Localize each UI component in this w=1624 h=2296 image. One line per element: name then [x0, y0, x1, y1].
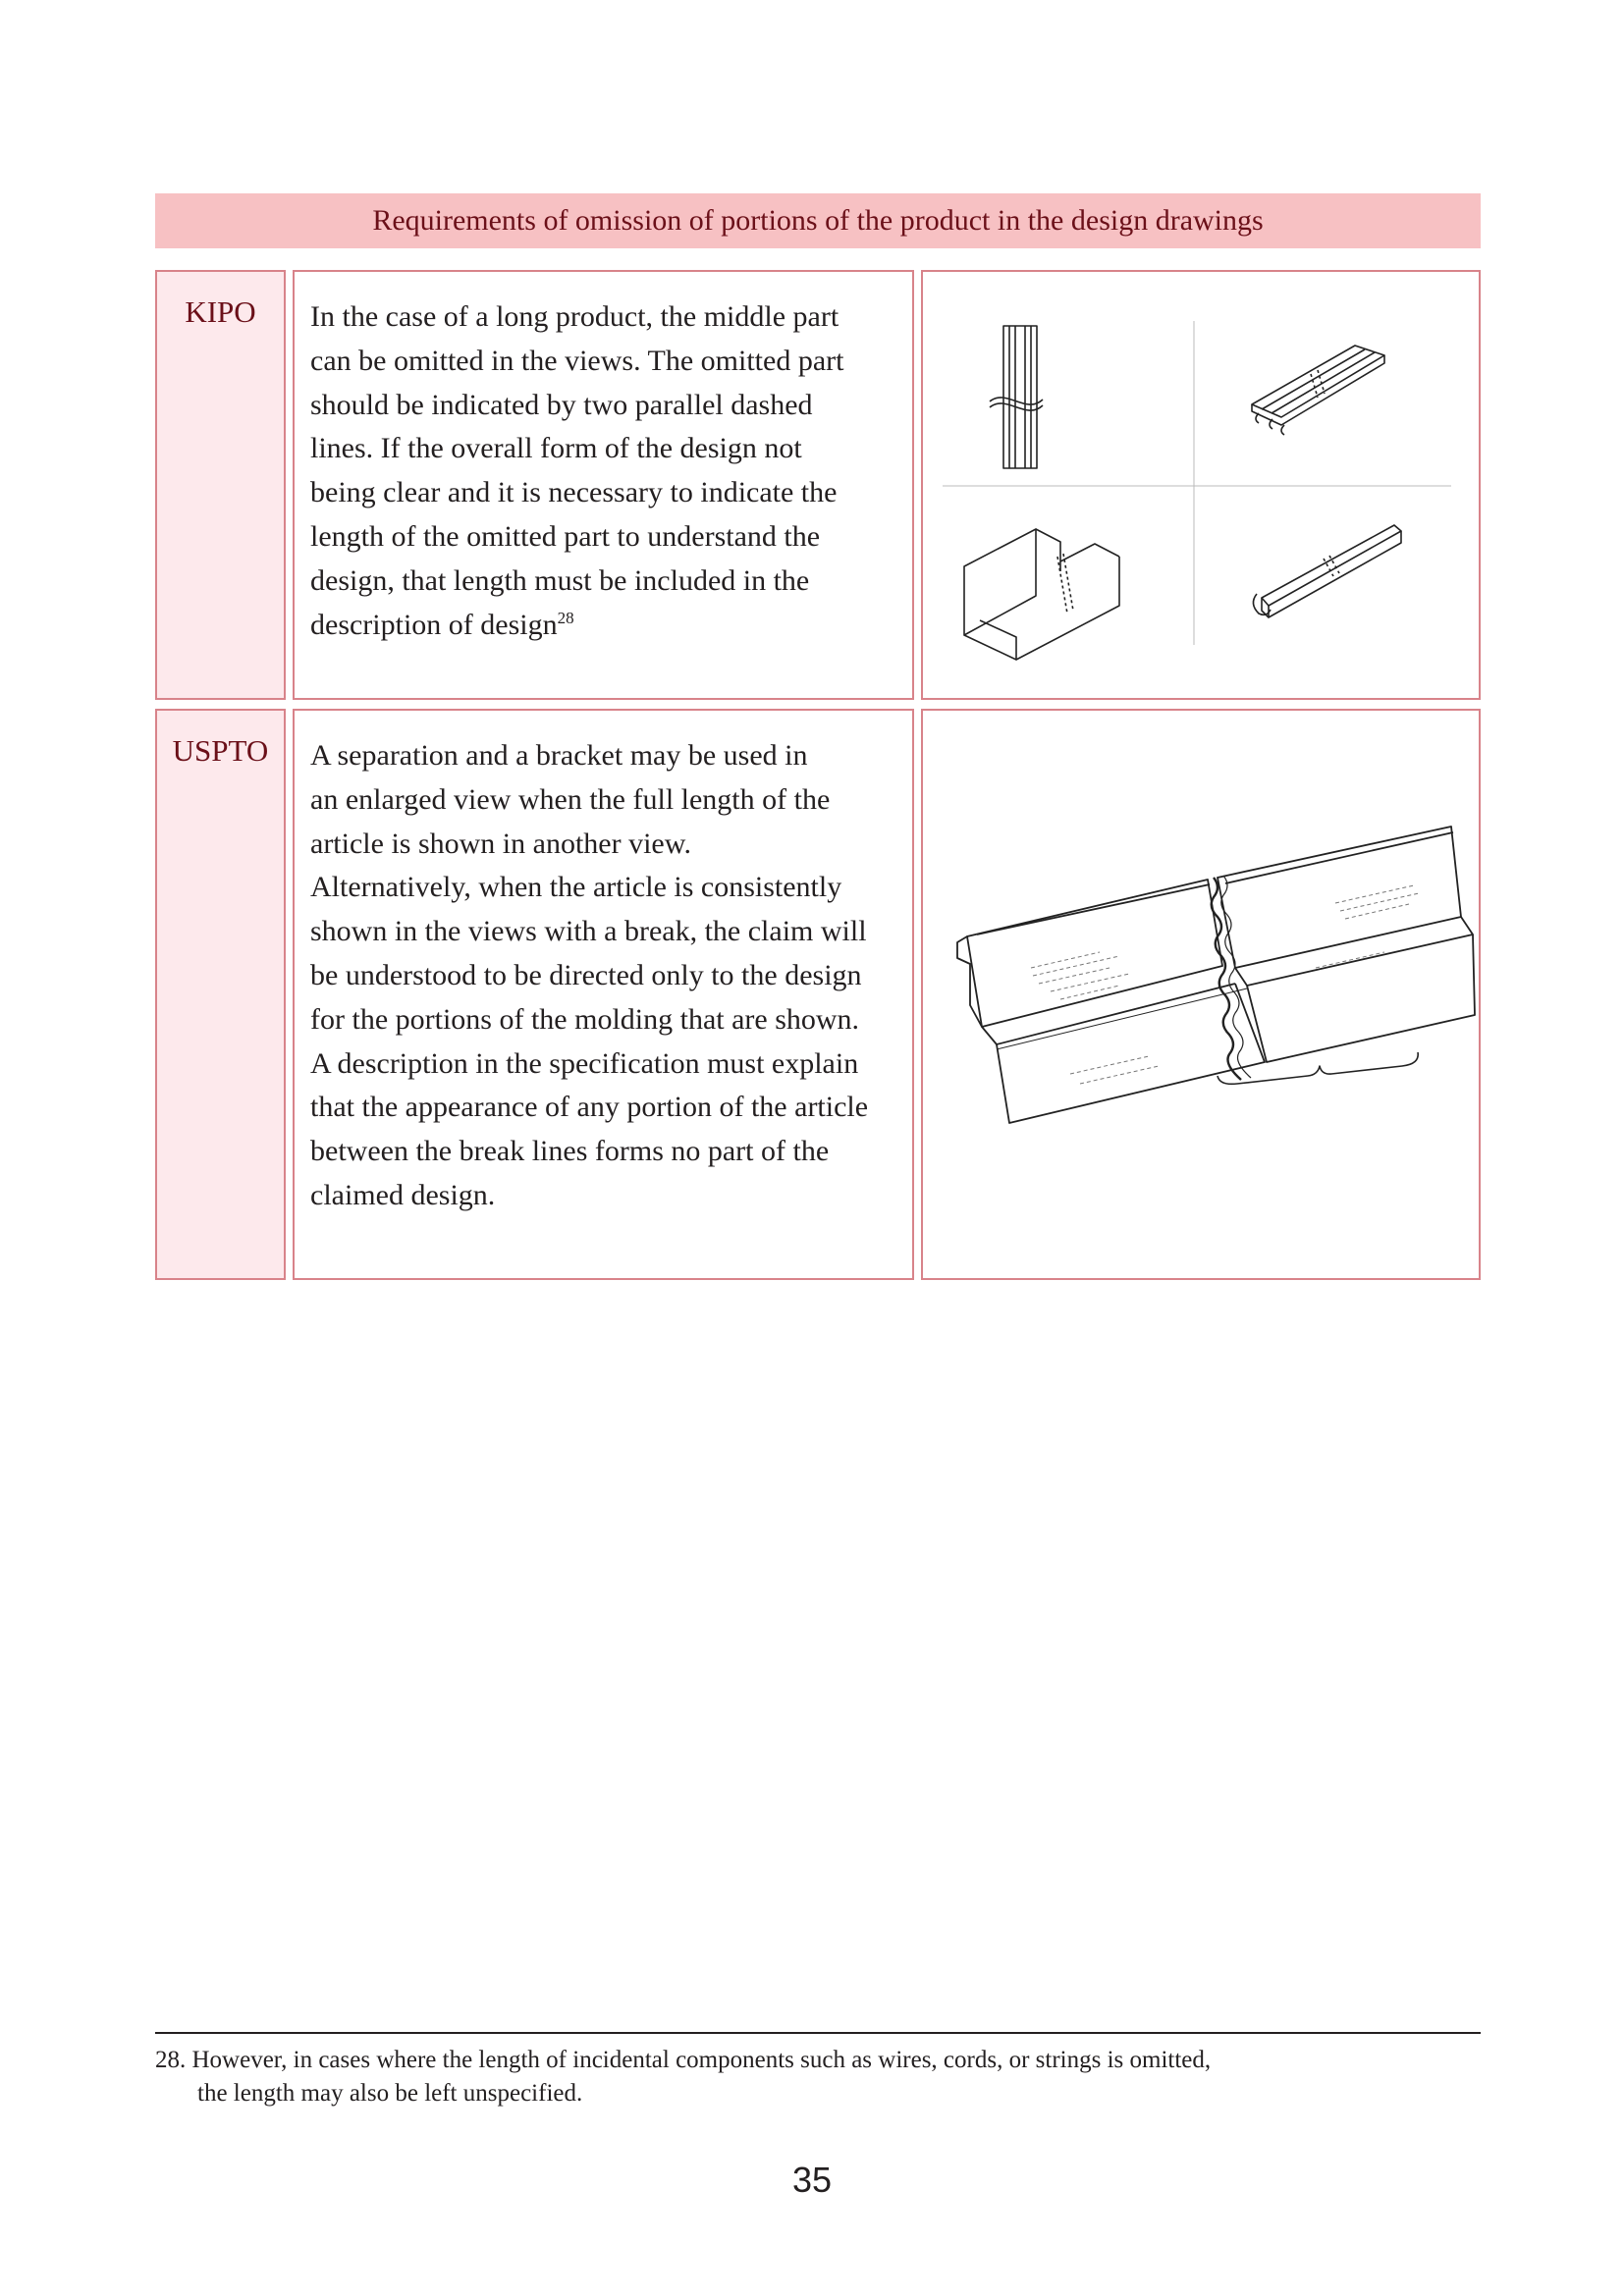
text-line: length of the omitted part to understand the	[310, 519, 821, 553]
kipo-figure	[923, 272, 1483, 702]
office-label-uspto: USPTO	[172, 733, 269, 768]
footnote-number: 28.	[155, 2047, 187, 2073]
office-label-cell-uspto	[155, 709, 286, 1280]
u-channel-drawing	[964, 529, 1119, 660]
text-line: that the appearance of any portion of the article	[310, 1091, 869, 1124]
description-cell-kipo	[293, 270, 914, 700]
office-label-kipo: KIPO	[185, 294, 256, 329]
text-line: A separation and a bracket may be used in	[310, 739, 808, 772]
text-line: description of design	[310, 608, 558, 641]
footnote-reference[interactable]: 28	[557, 608, 574, 627]
description-text-kipo	[310, 295, 900, 647]
text-line: lines. If the overall form of the design not	[310, 432, 802, 465]
description-text-uspto	[310, 734, 900, 1218]
text-line: article is shown in another view.	[310, 827, 691, 860]
figure-cell-kipo	[921, 270, 1481, 700]
text-line: should be indicated by two parallel dashed	[310, 388, 813, 421]
text-line: be understood to be directed only to the design	[310, 958, 862, 991]
text-line: shown in the views with a break, the claim will	[310, 915, 867, 948]
text-line: can be omitted in the views. The omitted part	[310, 344, 844, 377]
description-cell-uspto	[293, 709, 914, 1280]
page-number: 35	[791, 2160, 833, 2200]
footnote	[155, 2044, 1481, 2110]
footnote-rule	[155, 2032, 1481, 2034]
text-line: A description in the specification must explain	[310, 1046, 859, 1080]
text-line: design, that length must be included in the	[310, 563, 810, 597]
slim-rail-drawing	[1253, 525, 1401, 617]
text-line: for the portions of the molding that are shown.	[310, 1002, 860, 1036]
footnote-text-line: However, in cases where the length of incidental components such as wires, cords, or strings is omitted,	[191, 2047, 1212, 2073]
flat-profile-drawing	[1252, 346, 1384, 435]
vertical-strip-drawing	[990, 326, 1043, 468]
footnote-text-line: the length may also be left unspecified.	[197, 2080, 583, 2107]
office-label-cell-kipo	[155, 270, 286, 700]
text-line: being clear and it is necessary to indicate the	[310, 476, 838, 509]
table-title: Requirements of omission of portions of the product in the design drawings	[155, 193, 1481, 248]
text-line: an enlarged view when the full length of the	[310, 782, 831, 816]
text-line: between the break lines forms no part of the	[310, 1135, 830, 1168]
text-line: claimed design.	[310, 1178, 496, 1211]
text-line: Alternatively, when the article is consistently	[310, 871, 842, 904]
figure-cell-uspto	[921, 709, 1481, 1280]
text-line: In the case of a long product, the middle part	[310, 300, 839, 333]
uspto-molding-figure	[923, 711, 1483, 1282]
